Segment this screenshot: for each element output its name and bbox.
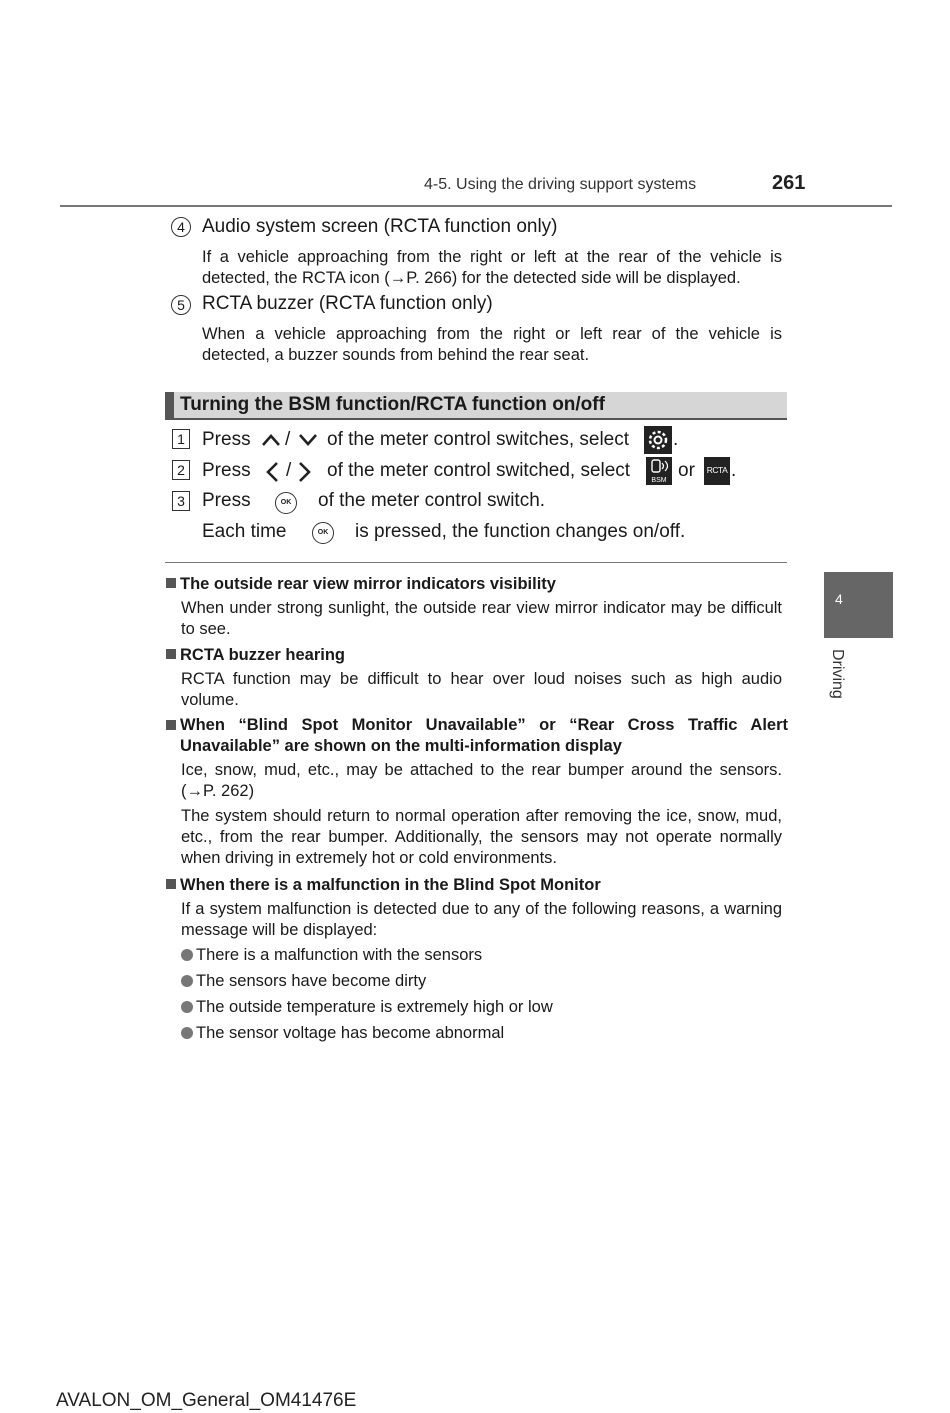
item-5-body: When a vehicle approaching from the right or left rear of the vehicle is detected, a buzzer sounds from behind the rear seat.	[202, 325, 782, 364]
note-paragraph: The system should return to normal operation after removing the ice, snow, mud, etc., from the rear bumper. Additionally, the sensors may not operate normally when driving in extremely hot or cold environments.	[181, 807, 782, 867]
chapter-tab	[824, 572, 893, 638]
note-paragraph: Ice, snow, mud, etc., may be attached to the rear bumper around the sensors. (→P. 262)	[181, 761, 782, 800]
step-2-press: Press	[202, 460, 251, 481]
note-paragraph: When under strong sunlight, the outside rear view mirror indicator may be difficult to see.	[181, 599, 782, 638]
step-2-or: or	[678, 460, 695, 481]
item-5-number: 5	[171, 295, 191, 315]
list-item: The outside temperature is extremely high or low	[181, 998, 553, 1017]
square-bullet-icon	[166, 578, 176, 588]
chevron-right-icon	[297, 460, 313, 489]
square-bullet-icon	[166, 879, 176, 889]
step-2-text: of the meter control switched, select	[327, 460, 631, 481]
item-4-body: If a vehicle approaching from the right or left at the rear of the vehicle is detected, the RCTA icon (→P. 266) for the detected side will be displayed.	[202, 248, 782, 287]
item-4-title: Audio system screen (RCTA function only)	[202, 216, 558, 237]
page-number: 261	[772, 172, 806, 194]
step-2-number: 2	[172, 460, 190, 480]
step-1-slash: /	[285, 429, 291, 450]
document-footer: AVALON_OM_General_OM41476E	[56, 1390, 357, 1411]
square-bullet-icon	[166, 649, 176, 659]
step-2-slash: /	[286, 460, 292, 481]
square-bullet-icon	[166, 720, 176, 730]
item-4-number: 4	[171, 217, 191, 237]
list-item: The sensors have become dirty	[181, 972, 426, 991]
chevron-up-icon	[260, 432, 282, 453]
step-1-press: Press	[202, 429, 251, 450]
chapter-label: Driving	[829, 649, 846, 699]
list-item: There is a malfunction with the sensors	[181, 946, 482, 965]
section-heading-tab	[165, 392, 174, 420]
chapter-number: 4	[835, 591, 843, 607]
list-item: The sensor voltage has become abnormal	[181, 1024, 504, 1043]
bsm-icon: BSM	[646, 457, 672, 490]
step-1-text: of the meter control switches, select	[327, 429, 630, 450]
each-time-result: is pressed, the function changes on/off.	[355, 521, 686, 542]
step-1-number: 1	[172, 429, 190, 449]
rcta-icon: RCTA	[704, 457, 730, 490]
note-heading: When “Blind Spot Monitor Unavailable” or “Rear Cross Traffic Alert Unavailable” are shown on the multi-information display	[166, 715, 788, 757]
note-heading: The outside rear view mirror indicators visibility	[166, 574, 788, 595]
separator-rule	[165, 562, 787, 563]
note-paragraph: If a system malfunction is detected due to any of the following reasons, a warning message will be displayed:	[181, 900, 782, 939]
bullet-dot-icon	[181, 975, 193, 987]
step-3-number: 3	[172, 491, 190, 511]
step-2-end: .	[731, 460, 737, 481]
running-header: 4-5. Using the driving support systems	[424, 176, 697, 193]
bullet-dot-icon	[181, 1027, 193, 1039]
bullet-dot-icon	[181, 1001, 193, 1013]
note-paragraph: RCTA function may be difficult to hear over loud noises such as high audio volume.	[181, 670, 782, 709]
settings-gear-icon	[644, 426, 672, 459]
step-3-press: Press	[202, 490, 251, 511]
chevron-left-icon	[264, 460, 280, 489]
ok-button-icon: OK	[275, 491, 297, 514]
ok-button-icon: OK	[312, 521, 334, 544]
note-heading: When there is a malfunction in the Blind Spot Monitor	[166, 875, 788, 896]
header-rule	[60, 205, 892, 207]
item-5-title: RCTA buzzer (RCTA function only)	[202, 293, 493, 314]
section-heading-bar	[165, 392, 787, 420]
chevron-down-icon	[297, 432, 319, 453]
section-heading-title: Turning the BSM function/RCTA function on/off	[180, 394, 605, 415]
step-3-text: of the meter control switch.	[318, 490, 546, 511]
each-time-text: Each time	[202, 521, 287, 542]
bullet-dot-icon	[181, 949, 193, 961]
note-heading: RCTA buzzer hearing	[166, 645, 788, 666]
step-1-end: .	[673, 429, 679, 450]
